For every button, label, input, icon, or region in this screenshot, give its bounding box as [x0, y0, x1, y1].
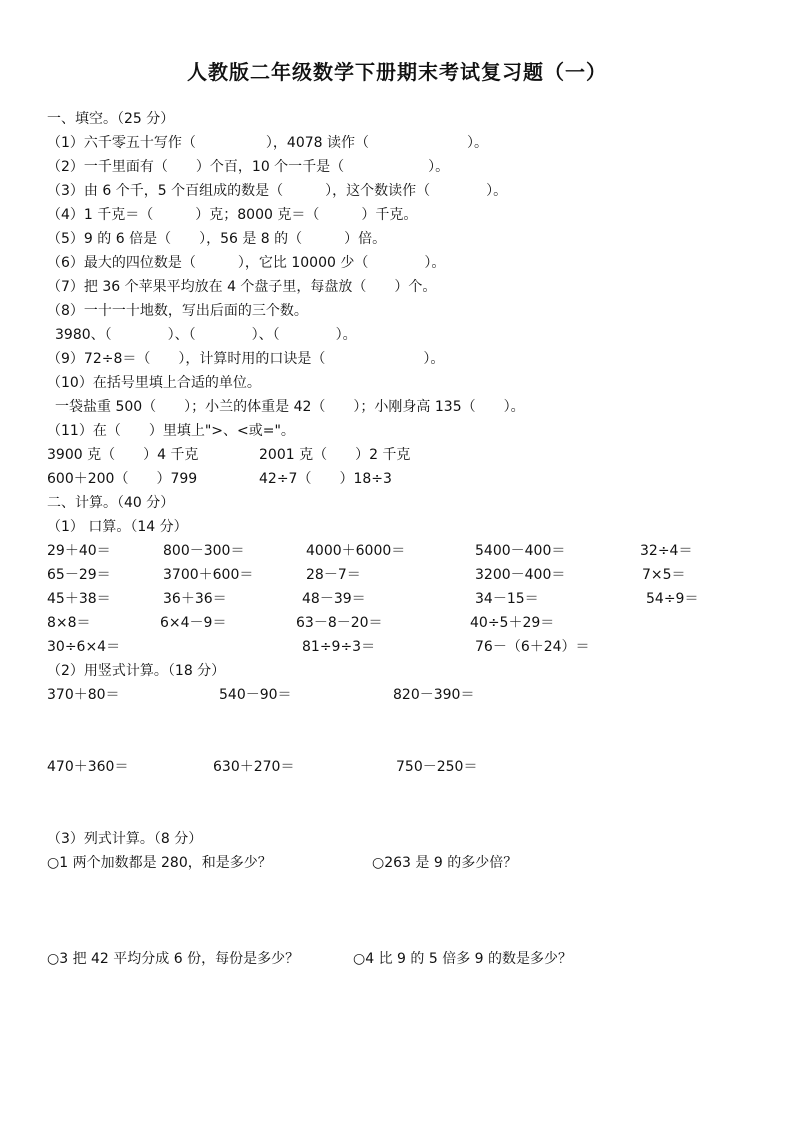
oral-item: 34－15＝ — [475, 591, 539, 607]
question-7: （7）把 36 个苹果平均放在 4 个盘子里，每盘放（ ）个。 — [47, 279, 437, 295]
question-11-item: 600＋200（ ）799 — [47, 471, 198, 487]
question-10-line: 一袋盐重 500（ ）；小兰的体重是 42（ ）；小刚身高 135（ ）。 — [55, 399, 525, 415]
oral-item: 36＋36＝ — [163, 591, 227, 607]
vertical-item: 630＋270＝ — [213, 759, 295, 775]
oral-item: 54÷9＝ — [646, 591, 699, 607]
oral-item: 45＋38＝ — [47, 591, 111, 607]
question-11: （11）在（ ）里填上">、<或="。 — [47, 423, 295, 439]
oral-item: 32÷4＝ — [640, 543, 693, 559]
word-problem: ○3 把 42 平均分成 6 份，每份是多少？ — [47, 951, 300, 967]
question-9: （9）72÷8＝（ ），计算时用的口诀是（ ）。 — [47, 351, 445, 367]
oral-item: 30÷6×4＝ — [47, 639, 121, 655]
question-4: （4）1 千克＝（ ）克；8000 克＝（ ）千克。 — [47, 207, 418, 223]
question-8: （8）一十一十地数，写出后面的三个数。 — [47, 303, 308, 319]
section2-heading: 二、计算。（40 分） — [47, 495, 175, 511]
oral-item: 65－29＝ — [47, 567, 111, 583]
oral-item: 76－（6＋24）＝ — [475, 639, 590, 655]
question-1: （1）六千零五十写作（ ），4078 读作（ ）。 — [47, 135, 488, 151]
oral-item: 800－300＝ — [163, 543, 245, 559]
vertical-item: 370＋80＝ — [47, 687, 120, 703]
question-11-item: 3900 克（ ）4 千克 — [47, 447, 199, 463]
oral-heading: （1） 口算。（14 分） — [47, 519, 188, 535]
question-11-item: 42÷7（ ）18÷3 — [259, 471, 392, 487]
question-10: （10）在括号里填上合适的单位。 — [47, 375, 261, 391]
oral-item: 81÷9÷3＝ — [302, 639, 376, 655]
oral-item: 3200－400＝ — [475, 567, 566, 583]
question-6: （6）最大的四位数是（ ），它比 10000 少（ ）。 — [47, 255, 446, 271]
vertical-heading: （2）用竖式计算。（18 分） — [47, 663, 226, 679]
oral-item: 48－39＝ — [302, 591, 366, 607]
oral-item: 4000＋6000＝ — [306, 543, 406, 559]
page-title: 人教版二年级数学下册期末考试复习题（一） — [187, 60, 607, 84]
question-3: （3）由 6 个千，5 个百组成的数是（ ），这个数读作（ ）。 — [47, 183, 508, 199]
oral-item: 40÷5＋29＝ — [470, 615, 555, 631]
oral-item: 28－7＝ — [306, 567, 361, 583]
vertical-item: 470＋360＝ — [47, 759, 129, 775]
vertical-item: 540－90＝ — [219, 687, 292, 703]
vertical-item: 820－390＝ — [393, 687, 475, 703]
oral-item: 7×5＝ — [642, 567, 686, 583]
word-heading: （3）列式计算。（8 分） — [47, 831, 203, 847]
oral-item: 6×4－9＝ — [160, 615, 227, 631]
question-2: （2）一千里面有（ ）个百，10 个一千是（ ）。 — [47, 159, 450, 175]
word-problem: ○4 比 9 的 5 倍多 9 的数是多少？ — [353, 951, 572, 967]
word-problem: ○1 两个加数都是 280，和是多少？ — [47, 855, 272, 871]
section1-heading: 一、填空。（25 分） — [47, 111, 175, 127]
oral-item: 63－8－20＝ — [296, 615, 383, 631]
question-8-blanks: 3980、（ ）、（ ）、（ ）。 — [55, 327, 357, 343]
question-5: （5）9 的 6 倍是（ ），56 是 8 的（ ）倍。 — [47, 231, 387, 247]
question-11-item: 2001 克（ ）2 千克 — [259, 447, 411, 463]
word-problem: ○263 是 9 的多少倍？ — [372, 855, 518, 871]
oral-item: 5400－400＝ — [475, 543, 566, 559]
oral-item: 3700＋600＝ — [163, 567, 254, 583]
oral-item: 29＋40＝ — [47, 543, 111, 559]
vertical-item: 750－250＝ — [396, 759, 478, 775]
oral-item: 8×8＝ — [47, 615, 91, 631]
